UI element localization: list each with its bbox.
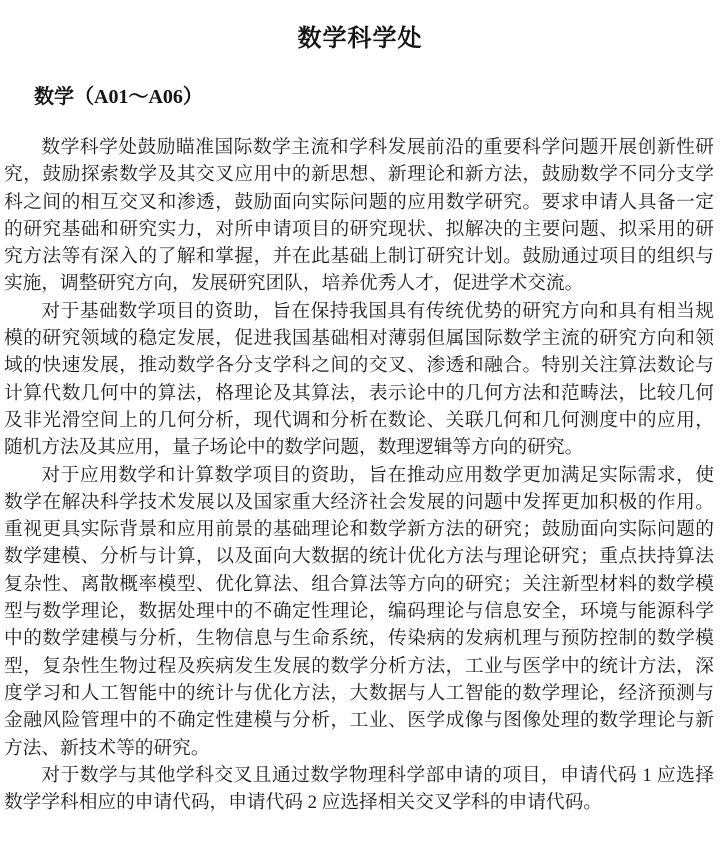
paragraph-cross-discipline-codes: 对于数学与其他学科交叉且通过数学物理科学部申请的项目，申请代码 1 应选择数学学科相应的申请代码，申请代码 2 应选择相关交叉学科的申请代码。 bbox=[4, 764, 714, 814]
paragraph-overview: 数学科学处鼓励瞄准国际数学主流和学科发展前沿的重要科学问题开展创新性研究，鼓励探索数学及其交叉应用中的新思想、新理论和新方法，鼓励数学不同分支学科之间的相互交叉和渗透，鼓励面向实际问题的应用数学研究。要求申请人具备一定的研究基础和研究实力，对所申请项目的研究现状、拟解决的主要问题、拟采用的研究方法等有深入的了解和掌握，并在此基础上制订研究计划。鼓励通过项目的组织与实施，调整研究方向，发展研究团队，培养优秀人才，促进学术交流。 bbox=[4, 137, 714, 295]
document-title: 数学科学处 bbox=[297, 25, 423, 52]
section-heading: 数学（A01～A06） bbox=[34, 86, 203, 108]
paragraph-applied-math-funding: 对于应用数学和计算数学项目的资助，旨在推动应用数学更加满足实际需求，使数学在解决科学技术发展以及国家重大经济社会发展的问题中发挥更加积极的作用。重视更具实际背景和应用前景的基础理论和数学新方法的研究；鼓励面向实际问题的数学建模、分析与计算，以及面向大数据的统计优化方法与理论研究；重点扶持算法复杂性、离散概率模型、优化算法、组合算法等方向的研究；关注新型材料的数学模型与数学理论，数据处理中的不确定性理论，编码理论与信息安全，环境与能源科学中的数学建模与分析，生物信息与生命系统，传染病的发病机理与预防控制的数学模型，复杂性生物过程及疾病发生发展的数学分析方法，工业与医学中的统计方法，深度学习和人工智能中的统计与优化方法，大数据与人工智能的数学理论，经济预测与金融风险管理中的不确定性建模与分析，工业、医学成像与图像处理的数学理论与新方法、新技术等的研究。 bbox=[4, 464, 714, 759]
paragraph-pure-math-funding: 对于基础数学项目的资助，旨在保持我国具有传统优势的研究方向和具有相当规模的研究领域的稳定发展，促进我国基础相对薄弱但属国际数学主流的研究方向和领域的快速发展，推动数学各分支学科之间的交叉、渗透和融合。特别关注算法数论与计算代数几何中的算法，格理论及其算法，表示论中的几何方法和范畴法，比较几何及非光滑空间上的几何分析，现代调和分析在数论、关联几何和几何测度中的应用，随机方法及其应用，量子场论中的数学问题，数理逻辑等方向的研究。 bbox=[4, 300, 714, 459]
document-body bbox=[4, 134, 714, 816]
